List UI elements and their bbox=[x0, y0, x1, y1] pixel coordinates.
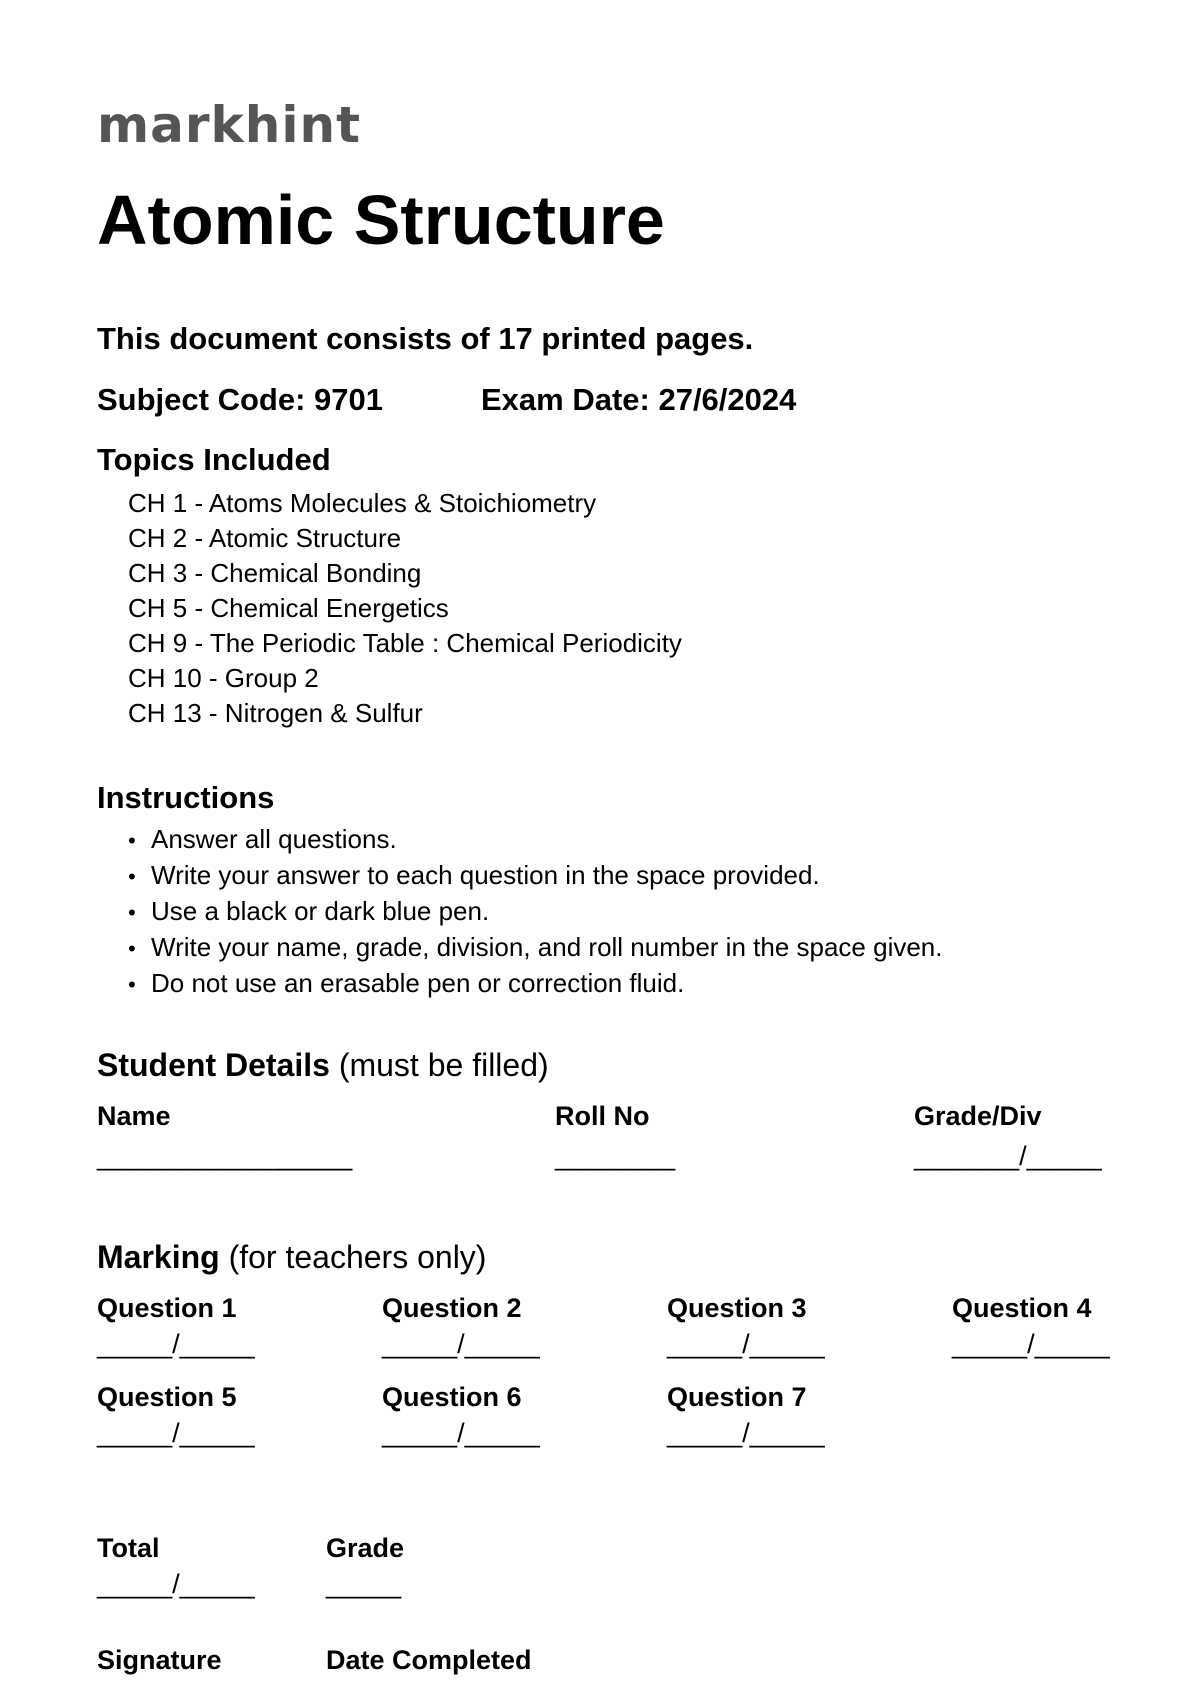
document-title: Atomic Structure bbox=[97, 181, 665, 259]
pages-note: This document consists of 17 printed pages. bbox=[97, 321, 754, 356]
grade-div-label: Grade/Div bbox=[914, 1101, 1042, 1131]
name-blank[interactable]: _________________ bbox=[97, 1141, 353, 1171]
question-2-blank[interactable]: _____/_____ bbox=[382, 1329, 540, 1359]
question-5-label: Question 5 bbox=[97, 1382, 237, 1412]
question-3-blank[interactable]: _____/_____ bbox=[667, 1329, 825, 1359]
exam-date: Exam Date: 27/6/2024 bbox=[481, 382, 797, 417]
instructions-heading: Instructions bbox=[97, 780, 275, 815]
instructions-list bbox=[128, 822, 943, 1002]
question-2-label: Question 2 bbox=[382, 1293, 522, 1323]
topic-item: CH 9 - The Periodic Table : Chemical Periodicity bbox=[128, 628, 682, 658]
topic-item: CH 2 - Atomic Structure bbox=[128, 523, 402, 553]
question-4-blank[interactable]: _____/_____ bbox=[952, 1329, 1110, 1359]
question-5-blank[interactable]: _____/_____ bbox=[97, 1418, 255, 1448]
roll-no-label: Roll No bbox=[555, 1101, 650, 1131]
topic-item: CH 10 - Group 2 bbox=[128, 663, 319, 693]
topic-item: CH 1 - Atoms Molecules & Stoichiometry bbox=[128, 488, 597, 518]
instruction-item: • Answer all questions. bbox=[128, 822, 943, 858]
total-blank[interactable]: _____/_____ bbox=[97, 1569, 255, 1599]
grade-label: Grade bbox=[326, 1533, 405, 1563]
marking-note: (for teachers only) bbox=[228, 1239, 487, 1275]
date-completed-label: Date Completed bbox=[326, 1645, 532, 1675]
question-4-label: Question 4 bbox=[952, 1293, 1092, 1323]
student-details-title: Student Details bbox=[97, 1047, 330, 1083]
student-details-heading bbox=[97, 1049, 549, 1081]
roll-no-blank[interactable]: ________ bbox=[555, 1141, 676, 1171]
student-details-note: (must be filled) bbox=[338, 1047, 549, 1083]
question-6-label: Question 6 bbox=[382, 1382, 522, 1412]
marking-heading bbox=[97, 1241, 486, 1273]
topic-item: CH 3 - Chemical Bonding bbox=[128, 558, 422, 588]
signature-label: Signature bbox=[97, 1645, 222, 1675]
topics-heading: Topics Included bbox=[97, 442, 331, 477]
instruction-item: • Write your name, grade, division, and roll number in the space given. bbox=[128, 930, 943, 966]
topic-item: CH 13 - Nitrogen & Sulfur bbox=[128, 698, 423, 728]
instruction-item: • Use a black or dark blue pen. bbox=[128, 894, 943, 930]
topic-item: CH 5 - Chemical Energetics bbox=[128, 593, 449, 623]
instruction-item: • Write your answer to each question in the space provided. bbox=[128, 858, 943, 894]
total-label: Total bbox=[97, 1533, 160, 1563]
marking-title: Marking bbox=[97, 1239, 220, 1275]
grade-div-blank[interactable]: _______/_____ bbox=[914, 1141, 1102, 1171]
question-1-blank[interactable]: _____/_____ bbox=[97, 1329, 255, 1359]
question-1-label: Question 1 bbox=[97, 1293, 237, 1323]
grade-blank[interactable]: _____ bbox=[326, 1569, 402, 1599]
question-3-label: Question 3 bbox=[667, 1293, 807, 1323]
markhint-logo: markhint bbox=[97, 96, 361, 154]
name-label: Name bbox=[97, 1101, 171, 1131]
instruction-item: • Do not use an erasable pen or correction fluid. bbox=[128, 966, 943, 1002]
subject-code: Subject Code: 9701 bbox=[97, 382, 383, 417]
question-7-blank[interactable]: _____/_____ bbox=[667, 1418, 825, 1448]
question-7-label: Question 7 bbox=[667, 1382, 807, 1412]
question-6-blank[interactable]: _____/_____ bbox=[382, 1418, 540, 1448]
topics-list bbox=[128, 486, 682, 731]
